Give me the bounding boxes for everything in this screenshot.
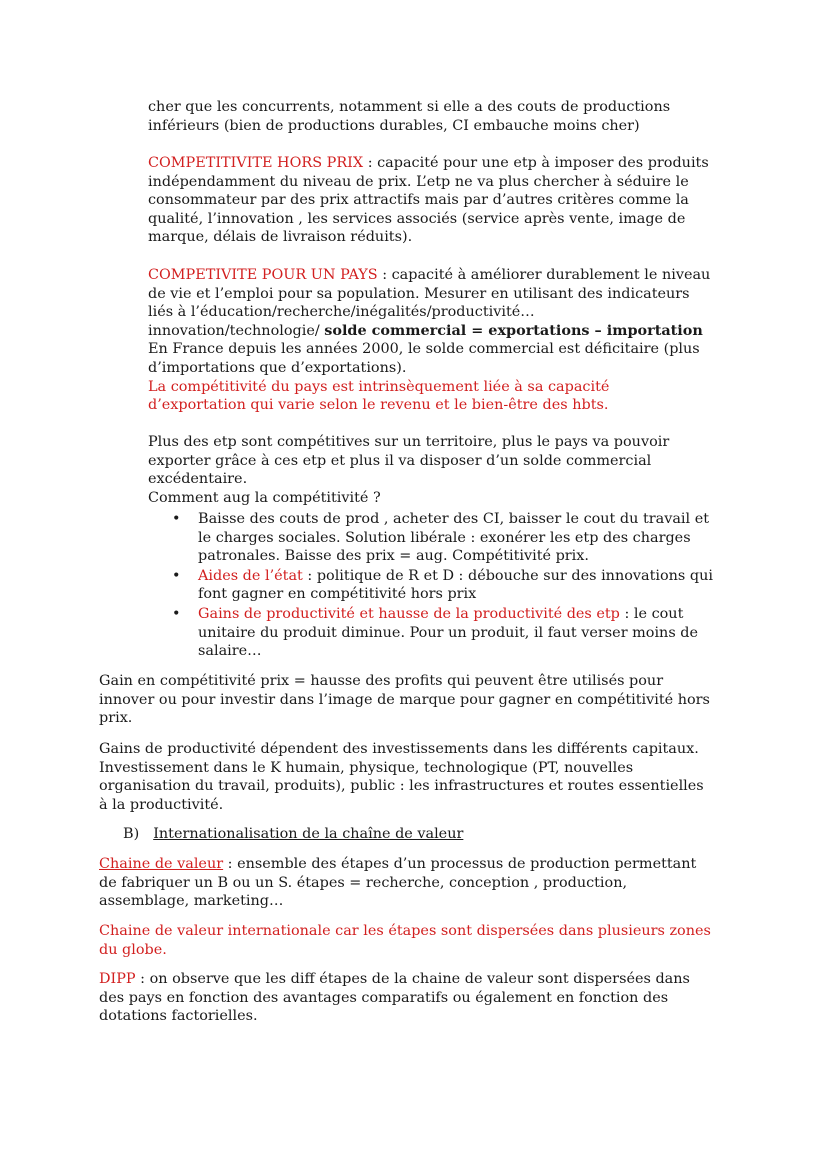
text-line — [148, 154, 748, 173]
paragraph-price-competitiveness-end — [148, 98, 748, 135]
term-country-competitiveness: COMPETIVITE POUR UN PAYS — [148, 267, 378, 283]
text-line: à la productivité. — [99, 796, 224, 813]
text-line: prix. — [99, 710, 133, 727]
text-line: inférieurs (bien de productions durables, CI embauche moins cher) — [148, 117, 640, 134]
text-line: innover ou pour investir dans l’image de marque pour gagner en compétitivité hors — [99, 691, 710, 708]
text-line — [148, 266, 748, 285]
trade-balance-formula: solde commercial = exportations – importation — [324, 321, 703, 339]
text-line — [198, 605, 748, 624]
section-title: Internationalisation de la chaîne de valeur — [153, 826, 464, 842]
paragraph-non-price-competitiveness — [148, 154, 748, 247]
paragraph-profits — [99, 672, 749, 728]
text-line: Gain en compétitivité prix = hausse des profits qui peuvent être utilisés pour — [99, 673, 664, 689]
text-line — [148, 322, 748, 341]
text-line: Investissement dans le K humain, physique, technologique (PT, nouvelles — [99, 759, 634, 776]
highlight-line: La compétitivité du pays est intrinsèquement liée à sa capacité — [148, 378, 610, 395]
paragraph-international-value-chain — [99, 922, 749, 959]
text-line: salaire… — [198, 643, 262, 660]
text-line: liés à l’éducation/recherche/inégalités/productivité… — [148, 304, 535, 321]
section-heading — [123, 825, 463, 844]
text-line: dotations factorielles. — [99, 1008, 258, 1025]
text-line: cher que les concurrents, notamment si elle a des couts de productions — [148, 99, 671, 115]
highlight-line: d’exportation qui varie selon le revenu et le bien-être des hbts. — [148, 397, 609, 414]
text-fragment: : politique de R et D : débouche sur des innovations qui — [302, 567, 713, 584]
text-line: exporter grâce à ces etp et plus il va disposer d’un solde commercial — [148, 452, 652, 469]
text-line — [99, 970, 749, 989]
paragraph-investments — [99, 740, 749, 814]
text-line: Gains de productivité dépendent des investissements dans les différents capitaux. — [99, 741, 699, 757]
bullet-list — [148, 510, 748, 662]
text-fragment: innovation/technologie/ — [148, 322, 325, 339]
term-productivity-gains: Gains de productivité et hausse de la productivité des etp — [198, 605, 620, 622]
text-line: En France depuis les années 2000, le solde commercial est déficitaire (plus — [148, 341, 700, 358]
text-line: consommateur par des prix attractifs mais par d’autres critères comme la — [148, 192, 689, 209]
text-fragment: : le cout — [619, 605, 684, 622]
text-fragment: : on observe que les diff étapes de la chaine de valeur sont dispersées dans — [135, 971, 690, 987]
term-state-aid: Aides de l’état — [198, 567, 303, 584]
paragraph-value-chain — [99, 855, 749, 911]
bullet-icon: • — [172, 511, 181, 527]
term-value-chain: Chaine de valeur — [99, 856, 224, 872]
list-item — [148, 567, 748, 604]
text-line: le charges sociales. Solution libérale : exonérer les etp des charges — [198, 529, 691, 546]
bullet-icon: • — [172, 567, 181, 584]
list-item — [148, 605, 748, 661]
list-item — [148, 510, 748, 566]
section-marker: B) — [123, 826, 140, 842]
text-line: de fabriquer un B ou un S. étapes = recherche, conception , production, — [99, 874, 628, 891]
text-line: d’importations que d’exportations). — [148, 359, 407, 376]
text-line: des pays en fonction des avantages comparatifs ou également en fonction des — [99, 989, 669, 1006]
text-fragment: : ensemble des étapes d’un processus de production permettant — [223, 856, 697, 872]
text-line: marque, délais de livraison réduits). — [148, 229, 413, 246]
text-line — [198, 567, 748, 586]
text-fragment: : capacité à améliorer durablement le niveau — [377, 267, 711, 283]
highlight-line: du globe. — [99, 941, 167, 958]
text-line: patronales. Baisse des prix = aug. Compétitivité prix. — [198, 548, 589, 565]
paragraph-dipp — [99, 970, 749, 1026]
question-line: Comment aug la compétitivité ? — [148, 489, 381, 506]
text-line: de vie et l’emploi pour sa population. Mesurer en utilisant des indicateurs — [148, 285, 690, 302]
text-line — [99, 855, 749, 874]
bullet-icon: • — [172, 605, 181, 622]
text-line: indépendamment du niveau de prix. L’etp ne va plus chercher à séduire le — [148, 173, 689, 190]
text-fragment: : capacité pour une etp à imposer des produits — [363, 155, 709, 171]
paragraph-country-competitiveness — [148, 266, 748, 415]
term-non-price-competitiveness: COMPETITIVITE HORS PRIX — [148, 155, 364, 171]
text-line: qualité, l’innovation , les services associés (service après vente, image de — [148, 210, 686, 227]
text-line: unitaire du produit diminue. Pour un produit, il faut verser moins de — [198, 624, 699, 641]
text-line: Baisse des couts de prod , acheter des CI, baisser le cout du travail et — [198, 511, 710, 527]
text-line: assemblage, marketing… — [99, 893, 284, 910]
highlight-line: Chaine de valeur internationale car les étapes sont dispersées dans plusieurs zones — [99, 923, 711, 939]
text-line: Plus des etp sont compétitives sur un territoire, plus le pays va pouvoir — [148, 434, 670, 450]
text-line: excédentaire. — [148, 471, 248, 488]
paragraph-exports — [148, 433, 748, 507]
text-line: font gagner en compétitivité hors prix — [198, 586, 477, 603]
term-dipp: DIPP — [99, 971, 136, 987]
text-line: organisation du travail, produits), public : les infrastructures et routes essentielles — [99, 778, 704, 795]
